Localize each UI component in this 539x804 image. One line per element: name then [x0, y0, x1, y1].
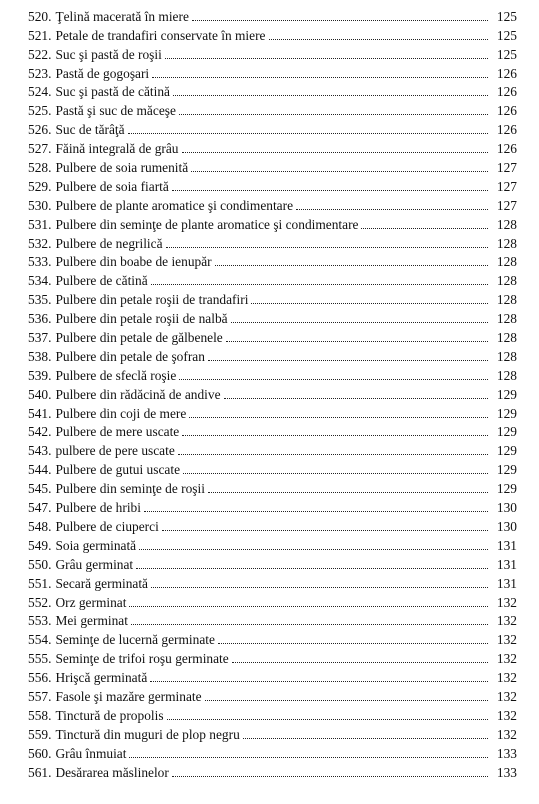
entry-number: 541. [28, 405, 52, 421]
toc-entry [28, 685, 517, 704]
dot-leader [296, 209, 488, 210]
entry-title: Pulbere de ciuperci [55, 518, 159, 534]
dot-leader [128, 133, 488, 134]
toc-entry [28, 458, 517, 477]
dot-leader [172, 190, 488, 191]
entry-title: Suc şi pastă de roşii [55, 46, 162, 62]
entry-number: 556. [28, 670, 52, 686]
entry-page-number: 129 [496, 462, 517, 478]
entry-title: Pulbere de hribi [55, 500, 141, 516]
entry-title: Pulbere de mere uscate [55, 424, 180, 440]
dot-leader [361, 228, 488, 229]
entry-page-number: 125 [496, 27, 517, 43]
entry-title: Pulbere din rădăcină de andive [55, 386, 221, 402]
entry-title: Orz germinat [55, 594, 127, 610]
entry-page-number: 127 [496, 197, 517, 213]
dot-leader [182, 152, 488, 153]
entry-page-number: 129 [496, 386, 517, 402]
dot-leader [165, 58, 488, 59]
entry-number: 538. [28, 348, 52, 364]
dot-leader [269, 39, 489, 40]
entry-page-number: 132 [496, 726, 517, 742]
dot-leader [208, 492, 488, 493]
entry-title: Pulbere din petale de gălbenele [55, 330, 223, 346]
toc-entry [28, 24, 517, 43]
entry-number: 520. [28, 8, 52, 24]
dot-leader [251, 303, 488, 304]
table-of-contents [28, 5, 517, 780]
entry-title: Pulbere din petale roşii de nalbă [55, 311, 228, 327]
entry-title: Făină integrală de grâu [55, 141, 179, 157]
toc-entry [28, 421, 517, 440]
entry-number: 558. [28, 707, 52, 723]
toc-entry [28, 194, 517, 213]
toc-entry [28, 364, 517, 383]
entry-title: Pulbere din seminţe de plante aromatice şi condimentare [55, 216, 359, 232]
dot-leader [231, 322, 488, 323]
entry-number: 542. [28, 424, 52, 440]
dot-leader [151, 587, 488, 588]
entry-title: Tinctură de propolis [55, 707, 164, 723]
entry-page-number: 125 [496, 8, 517, 24]
entry-number: 540. [28, 386, 52, 402]
dot-leader [129, 606, 488, 607]
entry-title: Pastă de gogoşari [55, 65, 150, 81]
entry-title: Pulbere de cătină [55, 273, 148, 289]
entry-title: Soia germinată [55, 537, 137, 553]
dot-leader [191, 171, 488, 172]
dot-leader [182, 435, 488, 436]
entry-title: Pulbere din petale roşii de trandafiri [55, 292, 249, 308]
toc-entry [28, 251, 517, 270]
dot-leader [144, 511, 488, 512]
entry-title: pulbere de pere uscate [55, 443, 175, 459]
entry-page-number: 125 [496, 46, 517, 62]
entry-number: 560. [28, 745, 52, 761]
entry-page-number: 132 [496, 594, 517, 610]
entry-number: 550. [28, 556, 52, 572]
entry-page-number: 130 [496, 518, 517, 534]
entry-page-number: 126 [496, 84, 517, 100]
entry-title: Pulbere de soia rumenită [55, 160, 189, 176]
entry-page-number: 128 [496, 292, 517, 308]
dot-leader [179, 379, 488, 380]
dot-leader [205, 700, 488, 701]
entry-title: Fasole şi mazăre germinate [55, 688, 202, 704]
entry-page-number: 128 [496, 367, 517, 383]
dot-leader [218, 643, 488, 644]
entry-number: 552. [28, 594, 52, 610]
dot-leader [136, 568, 488, 569]
entry-number: 526. [28, 122, 52, 138]
toc-entry [28, 288, 517, 307]
entry-number: 547. [28, 500, 52, 516]
toc-entry [28, 383, 517, 402]
entry-number: 525. [28, 103, 52, 119]
entry-number: 561. [28, 764, 52, 780]
toc-entry [28, 345, 517, 364]
entry-title: Tinctură din muguri de plop negru [55, 726, 240, 742]
entry-page-number: 126 [496, 103, 517, 119]
dot-leader [173, 95, 488, 96]
entry-title: Grâu germinat [55, 556, 134, 572]
entry-page-number: 132 [496, 688, 517, 704]
toc-entry [28, 175, 517, 194]
entry-page-number: 130 [496, 500, 517, 516]
toc-entry [28, 213, 517, 232]
toc-entry [28, 43, 517, 62]
entry-number: 530. [28, 197, 52, 213]
entry-number: 549. [28, 537, 52, 553]
dot-leader [208, 360, 488, 361]
entry-number: 535. [28, 292, 52, 308]
dot-leader [192, 20, 488, 21]
entry-title: Pastă şi suc de măceşe [55, 103, 176, 119]
entry-number: 543. [28, 443, 52, 459]
entry-title: Pulbere din coji de mere [55, 405, 187, 421]
dot-leader [129, 757, 488, 758]
toc-entry [28, 232, 517, 251]
entry-title: Desărarea măslinelor [55, 764, 169, 780]
dot-leader [183, 473, 488, 474]
entry-page-number: 131 [496, 556, 517, 572]
entry-number: 532. [28, 235, 52, 251]
dot-leader [167, 719, 488, 720]
entry-page-number: 132 [496, 613, 517, 629]
toc-entry [28, 553, 517, 572]
entry-number: 533. [28, 254, 52, 270]
entry-title: Hrişcă germinată [55, 670, 148, 686]
entry-number: 536. [28, 311, 52, 327]
toc-entry [28, 307, 517, 326]
dot-leader [226, 341, 488, 342]
entry-title: Pulbere de plante aromatice şi condimentare [55, 197, 294, 213]
entry-page-number: 126 [496, 141, 517, 157]
entry-page-number: 128 [496, 235, 517, 251]
dot-leader [162, 530, 488, 531]
entry-page-number: 132 [496, 651, 517, 667]
entry-number: 523. [28, 65, 52, 81]
entry-page-number: 132 [496, 632, 517, 648]
toc-entry [28, 742, 517, 761]
entry-number: 551. [28, 575, 52, 591]
dot-leader [172, 776, 488, 777]
entry-number: 559. [28, 726, 52, 742]
dot-leader [243, 738, 488, 739]
dot-leader [150, 681, 488, 682]
entry-page-number: 131 [496, 537, 517, 553]
entry-page-number: 128 [496, 311, 517, 327]
toc-entry [28, 99, 517, 118]
entry-number: 555. [28, 651, 52, 667]
entry-page-number: 129 [496, 424, 517, 440]
dot-leader [131, 624, 488, 625]
toc-entry [28, 610, 517, 629]
toc-entry [28, 591, 517, 610]
dot-leader [179, 114, 488, 115]
entry-number: 528. [28, 160, 52, 176]
entry-title: Pulbere de negrilică [55, 235, 163, 251]
dot-leader [224, 398, 488, 399]
entry-number: 537. [28, 330, 52, 346]
toc-entry [28, 439, 517, 458]
entry-title: Pulbere din boabe de ienupăr [55, 254, 212, 270]
toc-entry [28, 534, 517, 553]
dot-leader [232, 662, 488, 663]
dot-leader [166, 247, 488, 248]
entry-number: 545. [28, 481, 52, 497]
entry-number: 529. [28, 178, 52, 194]
entry-number: 531. [28, 216, 52, 232]
entry-page-number: 129 [496, 405, 517, 421]
entry-page-number: 132 [496, 670, 517, 686]
entry-page-number: 128 [496, 330, 517, 346]
entry-page-number: 131 [496, 575, 517, 591]
entry-page-number: 128 [496, 348, 517, 364]
toc-entry [28, 402, 517, 421]
entry-title: Petale de trandafiri conservate în miere [55, 27, 266, 43]
entry-title: Grâu înmuiat [55, 745, 127, 761]
entry-title: Pulbere din seminţe de roşii [55, 481, 205, 497]
entry-page-number: 129 [496, 481, 517, 497]
entry-title: Pulbere de soia fiartă [55, 178, 169, 194]
entry-page-number: 133 [496, 745, 517, 761]
entry-page-number: 128 [496, 254, 517, 270]
dot-leader [178, 454, 488, 455]
entry-title: Pulbere de gutui uscate [55, 462, 181, 478]
entry-page-number: 133 [496, 764, 517, 780]
entry-page-number: 132 [496, 707, 517, 723]
entry-title: Ţelină macerată în miere [55, 8, 189, 24]
toc-entry [28, 5, 517, 24]
entry-title: Seminţe de lucernă germinate [55, 632, 215, 648]
dot-leader [215, 265, 488, 266]
toc-entry [28, 269, 517, 288]
entry-page-number: 127 [496, 178, 517, 194]
entry-title: Suc şi pastă de cătină [55, 84, 170, 100]
toc-entry [28, 761, 517, 780]
toc-entry [28, 156, 517, 175]
dot-leader [139, 549, 488, 550]
entry-title: Mei germinat [55, 613, 128, 629]
dot-leader [189, 417, 488, 418]
entry-number: 554. [28, 632, 52, 648]
toc-entry [28, 118, 517, 137]
dot-leader [151, 284, 488, 285]
entry-number: 524. [28, 84, 52, 100]
entry-page-number: 126 [496, 122, 517, 138]
entry-page-number: 128 [496, 216, 517, 232]
entry-title: Pulbere de sfeclă roşie [55, 367, 177, 383]
entry-page-number: 128 [496, 273, 517, 289]
entry-number: 539. [28, 367, 52, 383]
entry-page-number: 127 [496, 160, 517, 176]
entry-number: 522. [28, 46, 52, 62]
toc-entry [28, 572, 517, 591]
entry-title: Secară germinată [55, 575, 149, 591]
toc-entry [28, 723, 517, 742]
toc-entry [28, 515, 517, 534]
entry-number: 548. [28, 518, 52, 534]
entry-number: 534. [28, 273, 52, 289]
entry-page-number: 129 [496, 443, 517, 459]
entry-title: Pulbere din petale de şofran [55, 348, 205, 364]
toc-entry [28, 81, 517, 100]
entry-title: Suc de tărâţă [55, 122, 125, 138]
toc-entry [28, 137, 517, 156]
toc-entry [28, 62, 517, 81]
toc-entry [28, 628, 517, 647]
toc-entry [28, 704, 517, 723]
toc-entry [28, 647, 517, 666]
toc-entry [28, 666, 517, 685]
entry-number: 557. [28, 688, 52, 704]
toc-entry [28, 477, 517, 496]
entry-number: 553. [28, 613, 52, 629]
dot-leader [152, 77, 488, 78]
entry-page-number: 126 [496, 65, 517, 81]
toc-entry [28, 326, 517, 345]
entry-number: 527. [28, 141, 52, 157]
entry-number: 521. [28, 27, 52, 43]
toc-entry [28, 496, 517, 515]
entry-title: Seminţe de trifoi roşu germinate [55, 651, 229, 667]
entry-number: 544. [28, 462, 52, 478]
